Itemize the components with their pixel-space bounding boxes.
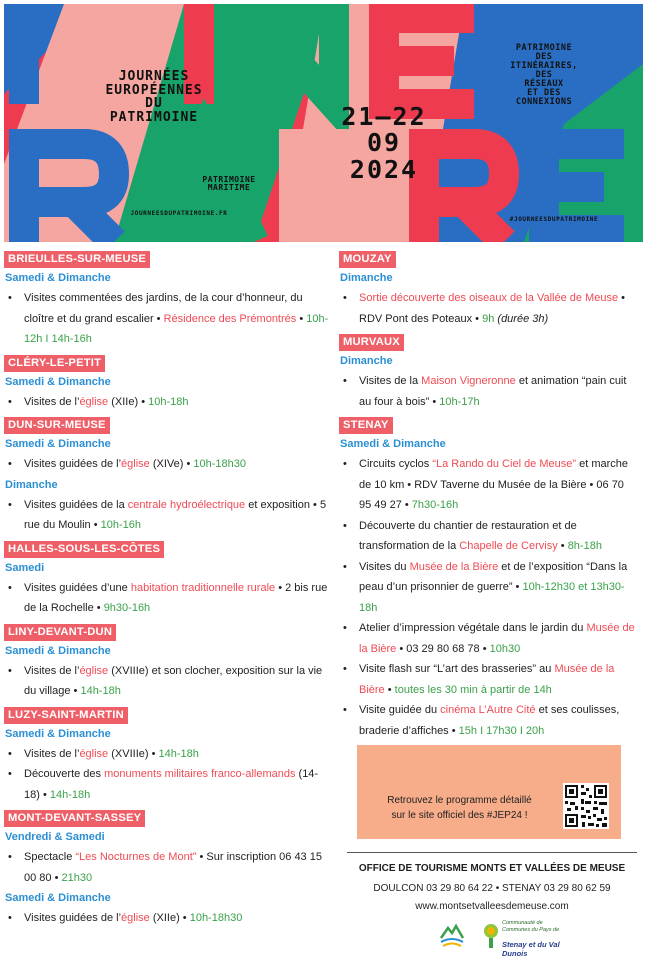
- venue-link: Musée de la Bière: [409, 560, 499, 573]
- town-heading: STENAY: [339, 417, 393, 434]
- venue-link: Chapelle de Cervisy: [459, 540, 558, 552]
- tourism-office-logo-icon: [438, 920, 466, 950]
- event-item: • Visites du Musée de la Bière et de l’exposition “Dans la peau d’un prisonnier de guerre” • 10h-12h30 et 13h30-18h: [339, 557, 639, 619]
- event-item: • Atelier d’impression végétale dans le jardin du Musée de la Bière • 03 29 80 68 78 • 10h30: [339, 618, 639, 659]
- bullet-icon: •: [8, 912, 12, 924]
- town-heading: HALLES-SOUS-LES-CÔTES: [4, 541, 164, 558]
- bullet-icon: •: [8, 395, 12, 408]
- venue-link: Maison Vigneronne: [421, 375, 516, 387]
- qr-code-icon[interactable]: [563, 783, 609, 829]
- event-item: • Visites de l’église (XVIIIe) et son clocher, exposition sur la vie du village • 14h-18h: [4, 661, 330, 702]
- bullet-icon: •: [8, 851, 12, 863]
- venue-link: Résidence des Prémontrés: [163, 312, 297, 325]
- section-brieulles: [4, 249, 330, 350]
- days-label: Vendredi & Samedi: [5, 831, 105, 843]
- venue-link: Musée de la Bière: [359, 622, 635, 655]
- town-heading: MONT-DEVANT-SASSEY: [4, 810, 145, 827]
- bullet-icon: •: [8, 581, 12, 594]
- town-heading: MURVAUX: [339, 334, 404, 351]
- event-subtheme: PATRIMOINE MARITIME: [202, 175, 256, 193]
- days-label: Samedi & Dimanche: [5, 375, 111, 388]
- days-label: Samedi & Dimanche: [340, 438, 446, 450]
- event-item: • Visites guidées de la centrale hydroélectrique et exposition • 5 rue du Moulin • 10h-16h: [4, 495, 330, 536]
- venue-link: église: [79, 747, 109, 760]
- event-time: 10h-17h: [439, 395, 480, 408]
- days-label: Samedi & Dimanche: [5, 438, 111, 450]
- event-time: 21h30: [61, 871, 93, 884]
- venue-link: “La Rando du Ciel de Meuse”: [432, 458, 577, 470]
- venue-link: centrale hydroélectrique: [127, 498, 246, 511]
- community-name: Communauté de Communes du Pays de: [502, 920, 560, 933]
- days-label: Samedi & Dimanche: [5, 644, 111, 657]
- event-item: • Visites commentées des jardins, de la cour d’honneur, du cloître et du grand escalier • Résidence des Prémontrés • 10h-12h I 14h-16h: [4, 288, 330, 350]
- event-time: 10h-18h: [148, 395, 189, 408]
- event-item: • Circuits cyclos “La Rando du Ciel de Meuse” et marche de 10 km • RDV Taverne du Musée de la Bière • 06 70 95 49 27 • 7h30-16h: [339, 454, 639, 516]
- bullet-icon: •: [8, 664, 12, 677]
- community-emblem-icon: [482, 920, 500, 950]
- event-item: • Visites de la Maison Vigneronne et animation “pain cuit au four à bois” • 10h-17h: [339, 371, 639, 412]
- office-phones: DOULCON 03 29 80 64 22 • STENAY 03 29 80 62 59: [373, 883, 611, 894]
- bullet-icon: •: [343, 622, 347, 634]
- town-heading: DUN-SUR-MEUSE: [4, 417, 110, 434]
- event-time: 14h-18h: [80, 685, 121, 697]
- event-time: 14h-18h: [49, 788, 91, 801]
- venue-link: église: [121, 912, 150, 924]
- bullet-icon: •: [343, 704, 347, 716]
- venue-link: habitation traditionnelle rurale: [130, 581, 276, 594]
- event-time: 10h-12h30 et 13h30-18h: [359, 581, 625, 614]
- bullet-icon: •: [8, 768, 12, 780]
- partner-logos: [438, 920, 578, 958]
- program-promo-box: [357, 745, 621, 839]
- event-item: • Visites guidées de l’église (XIVe) • 10h-18h30: [4, 454, 330, 475]
- event-time: 14h-18h: [158, 747, 199, 760]
- community-logo: [482, 920, 572, 958]
- town-heading: LUZY-SAINT-MARTIN: [4, 707, 128, 724]
- venue-link: cinéma L’Autre Cité: [440, 704, 536, 716]
- section-halles: [4, 539, 330, 619]
- venue-link: Musée de la Bière: [359, 663, 615, 696]
- days-label: Dimanche: [5, 478, 58, 491]
- event-time: 10h-16h: [100, 519, 141, 531]
- bullet-icon: •: [343, 375, 347, 387]
- town-heading: BRIEULLES-SUR-MEUSE: [4, 251, 150, 268]
- office-name: OFFICE DE TOURISME MONTS ET VALLÉES DE MEUSE: [358, 863, 626, 874]
- section-mont: [4, 808, 330, 929]
- bullet-icon: •: [8, 498, 12, 511]
- bullet-icon: •: [343, 560, 347, 573]
- event-item: • Visite flash sur “L’art des brasseries” au Musée de la Bière • toutes les 30 min à partir de 14h: [339, 659, 639, 700]
- event-time: 9h30-16h: [103, 602, 151, 614]
- event-item: • Visite guidée du cinéma L’Autre Cité et ses coulisses, braderie d’affiches • 15h I 17h30 I 20h: [339, 700, 639, 741]
- venue-link: église: [79, 664, 109, 677]
- event-theme: PATRIMOINE DES ITINÉRAIRES, DES RÉSEAUX ET DES CONNEXIONS: [510, 43, 578, 107]
- event-time: 10h-18h30: [189, 912, 243, 924]
- days-label: Samedi & Dimanche: [5, 892, 111, 904]
- section-clery: [4, 353, 330, 413]
- days-label: Samedi & Dimanche: [5, 727, 111, 740]
- event-time: 15h I 17h30 I 20h: [458, 724, 545, 737]
- event-item: • Spectacle “Les Nocturnes de Mont” • Sur inscription 06 43 15 00 80 • 21h30: [4, 847, 330, 888]
- event-time: 10h-12h I 14h-16h: [24, 312, 329, 345]
- promo-text: Retrouvez le programme détaillé sur le site officiel des #JEP24 !: [387, 795, 532, 821]
- section-dun: [4, 415, 330, 536]
- bullet-icon: •: [343, 292, 347, 304]
- venue-link: Sortie découverte des oiseaux de la Vallée de Meuse: [359, 292, 619, 304]
- town-heading: LINY-DEVANT-DUN: [4, 624, 116, 641]
- bullet-icon: •: [343, 458, 347, 470]
- program-left-column: [4, 249, 330, 929]
- footer-divider: [347, 852, 637, 853]
- event-item: • Visites guidées d’une habitation traditionnelle rurale • 2 bis rue de la Rochelle • 9h30-16h: [4, 578, 330, 619]
- bullet-icon: •: [343, 519, 347, 532]
- venue-link: “Les Nocturnes de Mont”: [75, 851, 197, 863]
- town-heading: MOUZAY: [339, 251, 396, 268]
- event-time: 8h-18h: [567, 540, 602, 552]
- days-label: Samedi & Dimanche: [5, 272, 111, 284]
- days-label: Samedi: [5, 561, 45, 574]
- event-item: • Visites guidées de l’église (XIIe) • 10h-18h30: [4, 908, 330, 929]
- section-murvaux: [339, 332, 639, 412]
- event-url[interactable]: JOURNEESDUPATRIMOINE.FR: [130, 210, 228, 217]
- bullet-icon: •: [8, 292, 12, 304]
- event-time: toutes les 30 min à partir de 14h: [394, 683, 552, 696]
- event-item: • Visites de l’église (XIIe) • 10h-18h: [4, 392, 330, 413]
- event-time: 10h-18h30: [193, 458, 246, 470]
- event-item: • Sortie découverte des oiseaux de la Vallée de Meuse • RDV Pont des Poteaux • 9h (durée 3h): [339, 288, 639, 329]
- town-heading: CLÉRY-LE-PETIT: [4, 355, 105, 372]
- tourism-office-footer: [347, 862, 637, 914]
- venue-link: monuments militaires franco-allemands: [104, 768, 296, 780]
- program-right-column: [339, 249, 639, 741]
- event-item: • Visites de l’église (XVIIIe) • 14h-18h: [4, 744, 330, 765]
- section-liny: [4, 622, 330, 702]
- hero-banner: [4, 4, 643, 242]
- days-label: Dimanche: [340, 272, 393, 284]
- event-time: 10h30: [489, 642, 521, 655]
- bullet-icon: •: [8, 458, 12, 470]
- section-stenay: [339, 415, 639, 741]
- community-brand: Stenay et du Val Dunois: [502, 940, 560, 958]
- bullet-icon: •: [343, 663, 347, 675]
- venue-link: église: [121, 458, 150, 470]
- event-hashtag: #JOURNEESDUPATRIMOINE: [509, 216, 599, 223]
- section-luzy: [4, 705, 330, 806]
- event-item: • Découverte du chantier de restauration et de transformation de la Chapelle de Cervisy • 8h-18h: [339, 516, 639, 557]
- bullet-icon: •: [8, 747, 12, 760]
- event-title: JOURNÉES EUROPÉENNES DU PATRIMOINE: [105, 69, 203, 125]
- event-time: 9h: [482, 312, 495, 325]
- venue-link: église: [79, 395, 109, 408]
- event-time: 7h30-16h: [411, 499, 459, 511]
- event-dates: 21–22 09 2024: [341, 102, 427, 184]
- event-item: • Découverte des monuments militaires franco-allemands (14-18) • 14h-18h: [4, 764, 330, 805]
- days-label: Dimanche: [340, 355, 393, 367]
- office-website-link[interactable]: www.montsetvalleesdemeuse.com: [415, 901, 569, 912]
- section-mouzay: [339, 249, 639, 329]
